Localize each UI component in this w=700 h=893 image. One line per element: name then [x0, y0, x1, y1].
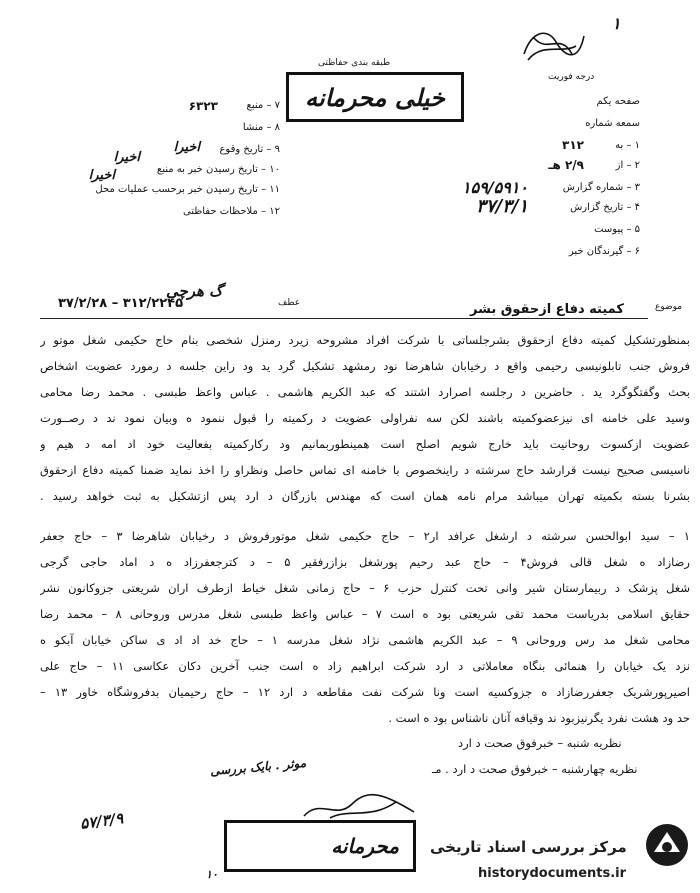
- field-from-label: ۲ – از: [615, 160, 640, 171]
- subject-label: موضوع: [655, 302, 683, 312]
- body-line: ناسیسی صحیح نیست قرارشد حاج سرشته د راینخصوص با خامنه ای تماس حاصل ونظراو را اخذ نماید ضمنا کمیته دفاع ازحقوق: [40, 463, 690, 477]
- opinion-2: نظریه چهارشنبه – خبرفوق صحت د ارد . مـ: [432, 762, 638, 776]
- handwritten-date: ۵۷/۳/۹: [78, 809, 125, 833]
- field-recipients-label: ۶ – گیرندگان خبر: [568, 246, 640, 257]
- opinion-1: نظریه شنبه – خبرفوق صحت د ارد: [458, 736, 622, 750]
- watermark-title: مرکز بررسی اسناد تاریخی: [430, 838, 627, 856]
- body-line: عضویت ازکسوت روحانیت باید خارج شویم اصلح است همینطوربمانیم ود رکارکمیته بفعالیت خود اد امه د هیم و: [40, 437, 690, 451]
- field-report-date-label: ۴ – تاریخ گزارش: [570, 202, 640, 213]
- field-receipt-source-label: ۱۰ – تاریخ رسیدن خبر به منبع: [156, 164, 280, 175]
- body-line: نزد یک خیابان را هنمائی بنگاه معاملاتی د ارد شرکت ابراهیم زاد ه است جنب آخرین دکان عکاسی ۱۱ – حاج علی: [40, 659, 690, 673]
- field-report-number-value: ۱۵۹/۵۹۱۰: [462, 178, 528, 197]
- field-copy-label: سمعه شماره: [585, 118, 640, 129]
- field-to-label: ۱ – به: [615, 140, 640, 151]
- stamp-text: خیلی محرمانه: [305, 82, 445, 112]
- field-receipt-ops-value: اخیرا: [88, 168, 115, 183]
- body-line: شغل پزشک د ربیمارستان شیر وانی تحت کنترل حزب ۶ – حاج زمانی شغل خیاط ازطرف اران شریعتی جزوکانون نشر: [40, 581, 690, 595]
- urgency-label: درجه فوریت: [548, 72, 595, 82]
- page-number: ۱: [612, 14, 621, 33]
- subject-ref-label: عطف: [278, 298, 301, 308]
- body-line: فروش جنب تابلونیسی رحیمی واقع د رخیابان شاهرضا نود رمشهد تشکیل گرد ید ود راین جلسه د رمورد عضویت اشخاص: [40, 359, 690, 373]
- body-line: حقایق اسلامی بدریاست محمد تقی شریعتی بود ه است ۷ – عباس واعظ طبسی شغل مدرس وروحانی ۸ – محمد رضا: [40, 607, 690, 621]
- body-line: بمنظورتشکیل کمیته دفاع ازحقوق بشرجلساتی با شرکت افراد مشروحه زیرد رمنزل شخصی بنام حاج حکیمی شغل موتو ر: [40, 333, 690, 347]
- subject-divider: [40, 318, 648, 319]
- handwritten-note: موثر . بایک بررسی: [209, 755, 307, 779]
- field-receipt-source-value: اخیرا: [113, 150, 140, 165]
- field-event-date-value: اخیرا: [173, 140, 200, 155]
- body-line: رضازاد ه شغل قالی فروش۴ – حاج عبد رحیم پورشغل بزازرفقیر ۵ – د کترجعفرزاد ه د اماد حاجی گرجی: [40, 555, 690, 569]
- body-line: حد ود هشت نفرد یگرنیزبود ند وقیافه آنان ناشناس بود ه است .: [388, 711, 690, 725]
- field-security-notes-label: ۱۲ – ملاحظات حفاظتی: [182, 206, 280, 217]
- field-source-value: ۶۳۲۳: [188, 99, 218, 113]
- handwritten-page-number: ۱۰: [206, 868, 218, 881]
- handwritten-mid-note: گ هرچی: [166, 282, 223, 300]
- classification-stamp: [286, 72, 464, 122]
- field-origin-label: ۸ – منشا: [242, 122, 280, 133]
- field-receipt-ops-label: ۱۱ – تاریخ رسیدن خبر برحسب عملیات محل: [95, 184, 280, 195]
- subject-text: کمیته دفاع ازحقوق بشر: [470, 302, 624, 317]
- field-report-date-value: ۳۷/۳/۱: [476, 196, 528, 217]
- field-from-value: ۲/۹ هـ: [548, 158, 584, 172]
- field-to-value: ۳۱۲: [562, 138, 584, 152]
- body-line: بشرنا بسته بکمیته تهران میباشد مرام نامه همان است که مهندس بازرگان د ارد پس ازتشکیل به ثبت خواهد رسید .: [40, 489, 690, 503]
- field-page-label: صفحه یکم: [596, 96, 640, 107]
- watermark-url: historydocuments.ir: [478, 866, 627, 881]
- body-line: ۱ – سید ابوالحسن سرشته د ارشغل عرافد ار۲ – حاج حکیمی شغل موتورفروش د رخیابان شاهرضا ۳ – حاج جعفر: [40, 529, 690, 543]
- body-line: بحث وگفتگوگرد ید . حاضرین د رجلسه اصرارد اشتند که عبد الکریم هاشمی . عباس واعظ طبسی . محمد رضا محامی: [40, 385, 690, 399]
- bottom-stamp-text: محرمانه: [331, 834, 399, 858]
- field-source-label: ۷ – منبع: [246, 100, 280, 111]
- body-line: وسید علی خامنه ای نیزعضوکمیته باشند لکن سه نفراولی عضویت د رکمیته را قبول ننمود ه وبیان نمود ند د رصــورت: [40, 411, 690, 425]
- bottom-stamp-box: [224, 820, 416, 872]
- watermark-logo-icon: [644, 822, 690, 872]
- field-event-date-label: ۹ – تاریخ وقوع: [219, 144, 280, 155]
- body-line: محامی شغل مد رس وروحانی ۹ – عبد الکریم هاشمی نژاد شغل مدرسه ۱ – حاج خد اد اد ی ساکن خیابان آبکو ه: [40, 633, 690, 647]
- subject-ref-value: ۳۷/۲/۲۸ – ۳۱۲/۲۲۴۵: [58, 296, 184, 311]
- field-report-number-label: ۳ – شماره گزارش: [562, 182, 640, 193]
- signature-scribble-top: [518, 24, 590, 72]
- field-attachment-label: ۵ – پیوست: [594, 224, 640, 235]
- classification-label: طبقه بندی حفاظتی: [318, 58, 391, 68]
- body-line: اصیرپورشریک جعفررضازاد ه جزوکسیه است ونا شرکت نفت مقاطعه د ارد ۱۲ – حاج رحیمیان بدفروشگاه خاور ۱۳ –: [40, 685, 690, 699]
